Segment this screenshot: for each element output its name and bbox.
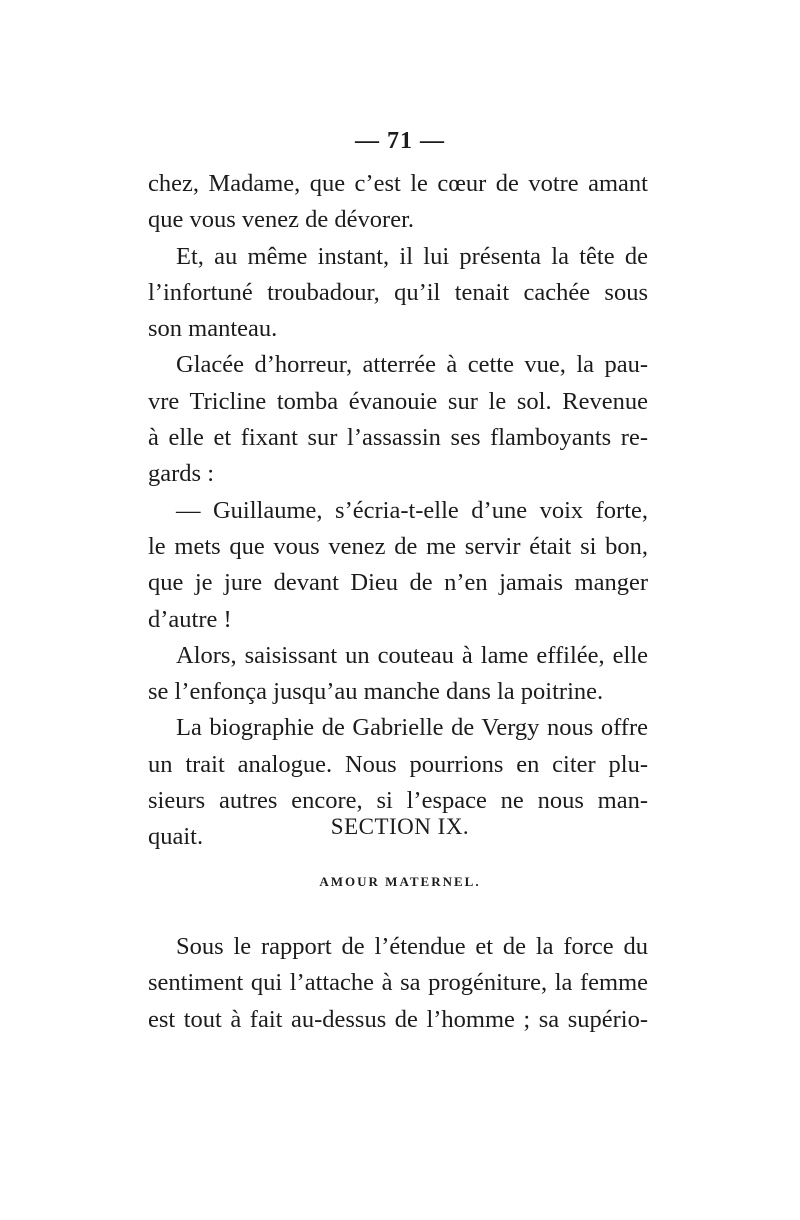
section-heading: SECTION IX. bbox=[330, 814, 470, 839]
main-text-block bbox=[148, 166, 648, 856]
text-line: l’infortuné troubadour, qu’il tenait cachée sous bbox=[148, 278, 648, 306]
text-line: un trait analogue. Nous pourrions en citer plu- bbox=[148, 750, 648, 778]
page-number: — 71 — bbox=[355, 128, 445, 154]
text-line: se l’enfonça jusqu’au manche dans la poitrine. bbox=[148, 678, 604, 706]
text-line: d’autre ! bbox=[148, 605, 232, 633]
text-line: son manteau. bbox=[148, 315, 278, 343]
text-line: que vous venez de dévorer. bbox=[148, 206, 414, 234]
text-line: — Guillaume, s’écria-t-elle d’une voix forte, bbox=[176, 496, 648, 524]
text-line: le mets que vous venez de me servir était si bon, bbox=[148, 532, 648, 560]
text-line: La biographie de Gabrielle de Vergy nous offre bbox=[176, 714, 648, 742]
text-line: Sous le rapport de l’étendue et de la force du bbox=[176, 933, 648, 960]
section-text-block bbox=[148, 929, 648, 1038]
text-line: Alors, saisissant un couteau à lame effilée, elle bbox=[176, 641, 648, 669]
text-line: que je jure devant Dieu de n’en jamais manger bbox=[148, 569, 648, 597]
text-line: chez, Madame, que c’est le cœur de votre amant bbox=[148, 170, 648, 197]
text-line: gards : bbox=[148, 460, 214, 488]
text-line: est tout à fait au-dessus de l’homme ; sa supério- bbox=[148, 1005, 648, 1033]
text-line: sieurs autres encore, si l’espace ne nous man- bbox=[148, 787, 648, 815]
text-line: Glacée d’horreur, atterrée à cette vue, la pau- bbox=[176, 351, 648, 379]
text-line: vre Tricline tomba évanouie sur le sol. Revenue bbox=[148, 387, 648, 415]
text-line: sentiment qui l’attache à sa progéniture, la femme bbox=[148, 969, 648, 997]
text-line: Et, au même instant, il lui présenta la tête de bbox=[176, 242, 648, 270]
text-line: à elle et fixant sur l’assassin ses flamboyants re- bbox=[148, 424, 648, 452]
section-subheading: AMOUR MATERNEL. bbox=[319, 874, 481, 889]
text-line: quait. bbox=[148, 823, 204, 851]
